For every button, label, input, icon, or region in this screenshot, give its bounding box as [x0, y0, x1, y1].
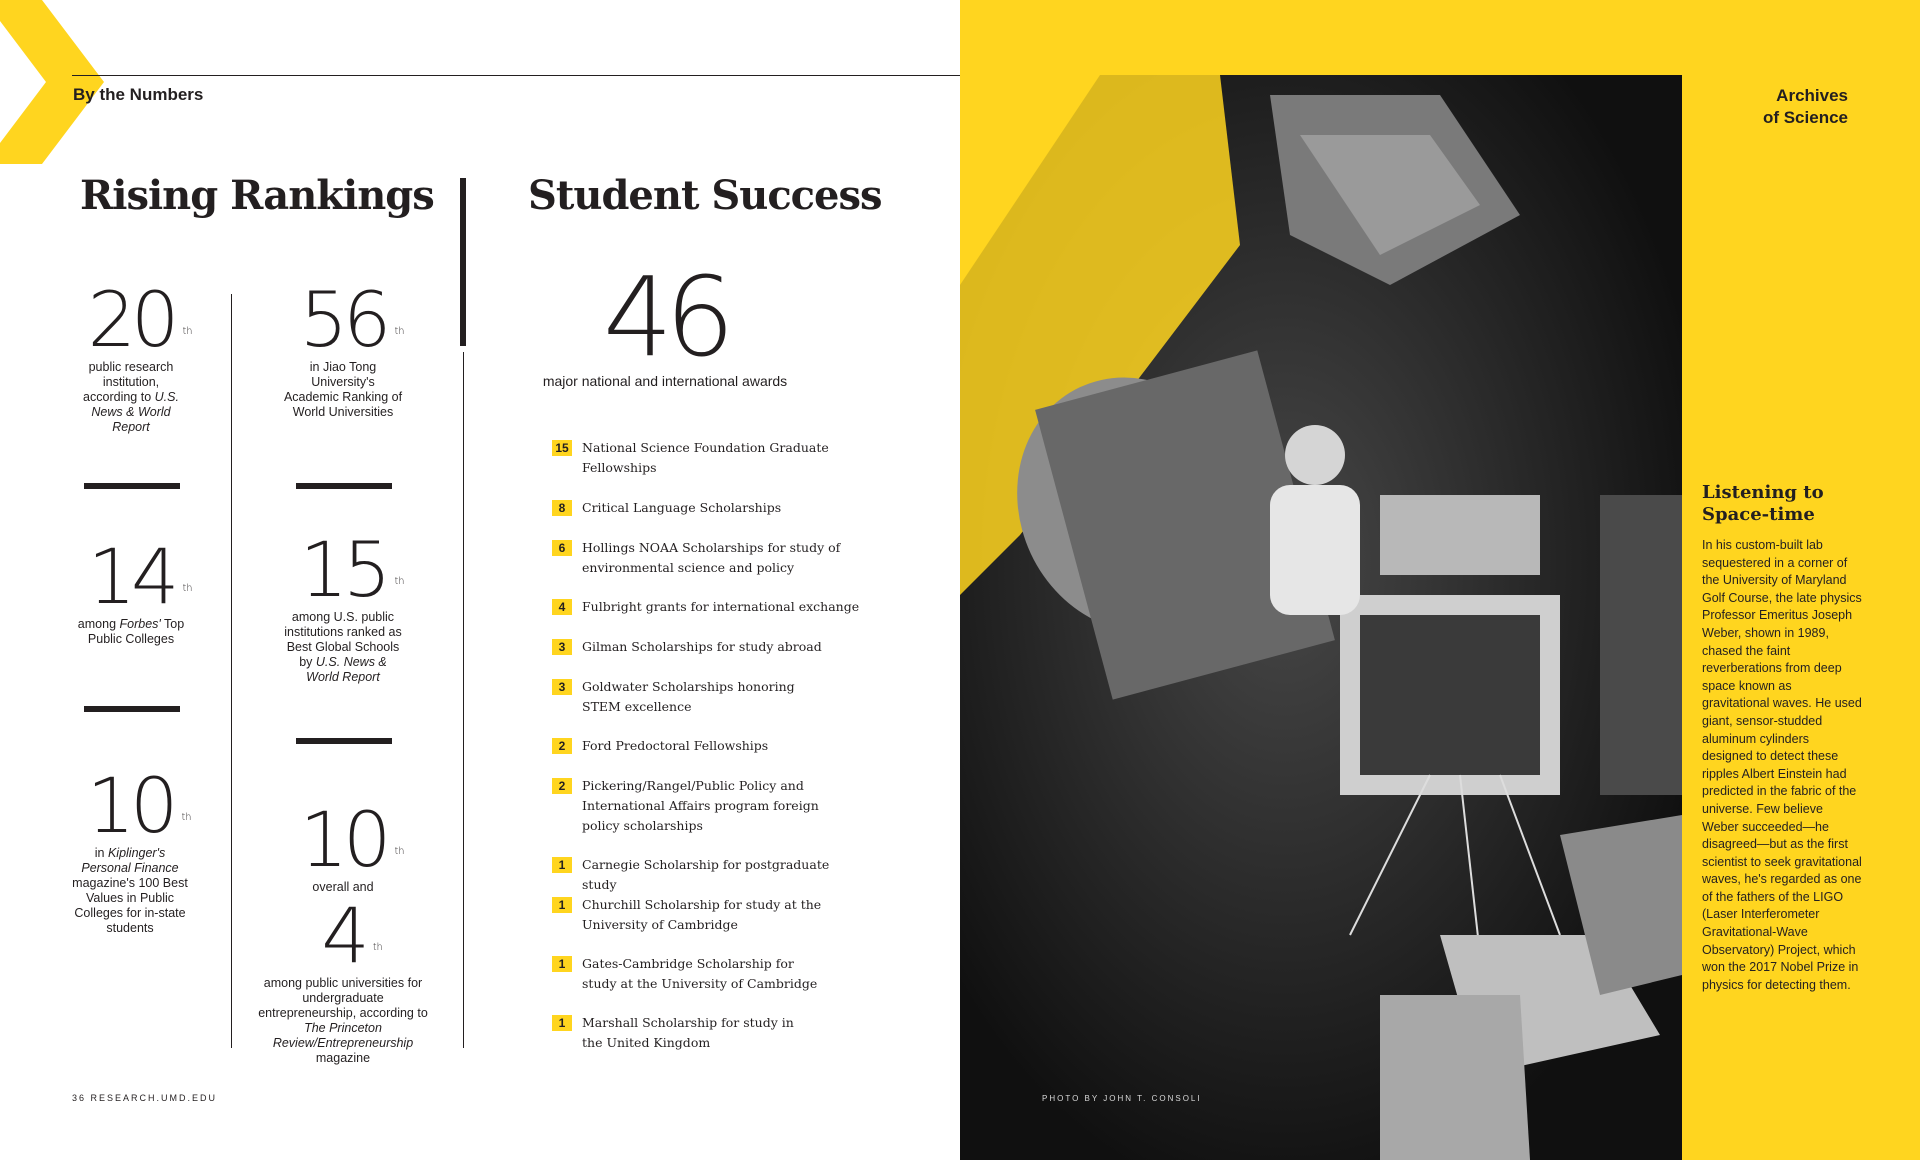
ranking-stat	[70, 761, 192, 936]
rank-caption: among U.S. public institutions ranked as Best Global Schools by U.S. News & World Report	[284, 610, 402, 684]
rank-caption: public research institution, according to U.S. News & World Report	[83, 360, 179, 434]
section-label-archives	[1763, 85, 1848, 129]
rank-number: 14 th	[87, 532, 193, 621]
lab-photo-illustration	[960, 75, 1682, 1160]
award-count-badge: 1	[552, 1015, 572, 1031]
award-count-badge: 15	[552, 440, 572, 456]
award-text: Pickering/Rangel/Public Policy and International Affairs program foreign policy scholarships	[582, 778, 819, 833]
award-item	[552, 677, 862, 717]
ranking-stat	[283, 525, 405, 685]
award-count-badge: 3	[552, 679, 572, 695]
award-text: Hollings NOAA Scholarships for study of environmental science and policy	[582, 540, 841, 575]
award-text: Goldwater Scholarships honoring STEM excellence	[582, 679, 795, 714]
award-text: Marshall Scholarship for study in the United Kingdom	[582, 1015, 794, 1050]
award-count-badge: 1	[552, 857, 572, 873]
award-count-badge: 8	[552, 500, 572, 516]
award-item	[552, 498, 862, 518]
section-label-line2: of Science	[1762, 108, 1848, 127]
rank-number: 10 th	[86, 761, 192, 850]
column-rule-2	[463, 352, 464, 1048]
heading-divider	[460, 178, 466, 346]
sidebar-body: In his custom-built lab sequestered in a corner of the University of Maryland Golf Course, the late physics Professor Emeritus Joseph Weber, shown in 1989, chased the faint reverberations from deep space known as gravitational waves. He used giant, sensor-studded aluminum cylinders designed to detect these ripples Albert Einstein had predicted in the fabric of the universe. Few believe Weber succeeded—he disagreed—but as the first scientist to seek gravitational waves, he's regarded as one of the fathers of the LIGO (Laser Interferometer Gravitational-Wave Observatory) Project, which won the 2017 Nobel Prize in physics for detecting them.	[1702, 538, 1862, 992]
rank-number: 4 th	[321, 891, 383, 980]
awards-total-number: 46	[603, 253, 727, 381]
award-text: Carnegie Scholarship for postgraduate study	[582, 857, 830, 892]
rank-number: 10 th	[299, 795, 405, 884]
page-footer: 36 RESEARCH.UMD.EDU	[72, 1093, 218, 1103]
rank-caption: among public universities for undergraduate entrepreneurship, according to The Princeton Review/Entrepreneurship magazine	[258, 976, 428, 1065]
award-item	[552, 538, 862, 578]
ranking-stat	[76, 275, 193, 435]
award-text: National Science Foundation Graduate Fellowships	[582, 440, 829, 475]
award-item	[552, 954, 862, 994]
rank-number: 56 th	[299, 275, 405, 364]
rank-caption: in Kiplinger's Personal Finance magazine's 100 Best Values in Public Colleges for in-state students	[72, 846, 188, 935]
award-text: Gilman Scholarships for study abroad	[582, 639, 822, 654]
ranking-stat	[255, 891, 431, 1066]
right-page	[960, 0, 1920, 1160]
award-count-badge: 6	[552, 540, 572, 556]
award-item	[552, 438, 862, 478]
rank-caption: in Jiao Tong University's Academic Ranking of World Universities	[283, 360, 403, 419]
award-item	[552, 895, 862, 935]
rank-caption: overall and	[312, 880, 374, 894]
divider-bar	[84, 706, 180, 712]
rank-number: 20 th	[87, 275, 193, 364]
award-count-badge: 1	[552, 956, 572, 972]
rising-rankings-heading: Rising Rankings	[80, 172, 434, 219]
award-item	[552, 1013, 862, 1053]
award-text: Fulbright grants for international exchange	[582, 599, 860, 614]
section-label-by-the-numbers: By the Numbers	[73, 85, 204, 104]
sidebar-title: Listening to Space-time	[1702, 482, 1824, 525]
award-item	[552, 855, 862, 895]
award-count-badge: 3	[552, 639, 572, 655]
top-rule	[72, 75, 960, 76]
award-item	[552, 637, 862, 657]
award-count-badge: 2	[552, 778, 572, 794]
rank-caption: among Forbes' Top Public Colleges	[77, 617, 185, 646]
award-item	[552, 597, 862, 617]
award-text: Gates-Cambridge Scholarship for study at the University of Cambridge	[582, 956, 818, 991]
chevron-right-icon	[0, 0, 104, 164]
award-item	[552, 736, 862, 756]
photo-credit: PHOTO BY JOHN T. CONSOLI	[1042, 1094, 1202, 1103]
ranking-stat	[283, 275, 405, 420]
awards-total-label: major national and international awards	[542, 373, 788, 389]
student-success-heading: Student Success	[528, 172, 882, 219]
divider-bar	[84, 483, 180, 489]
award-count-badge: 2	[552, 738, 572, 754]
award-text: Ford Predoctoral Fellowships	[582, 738, 769, 753]
divider-bar	[296, 738, 392, 744]
award-text: Critical Language Scholarships	[582, 500, 782, 515]
award-count-badge: 1	[552, 897, 572, 913]
award-count-badge: 4	[552, 599, 572, 615]
award-item	[552, 776, 862, 836]
award-text: Churchill Scholarship for study at the University of Cambridge	[582, 897, 822, 932]
column-rule-1	[231, 294, 232, 1048]
ranking-stat	[76, 532, 193, 647]
archive-photo	[960, 75, 1682, 1160]
awards-total	[538, 253, 792, 390]
section-label-line1: Archives	[1776, 86, 1848, 105]
ranking-stat	[283, 795, 405, 895]
rank-number: 15 th	[299, 525, 405, 614]
divider-bar	[296, 483, 392, 489]
